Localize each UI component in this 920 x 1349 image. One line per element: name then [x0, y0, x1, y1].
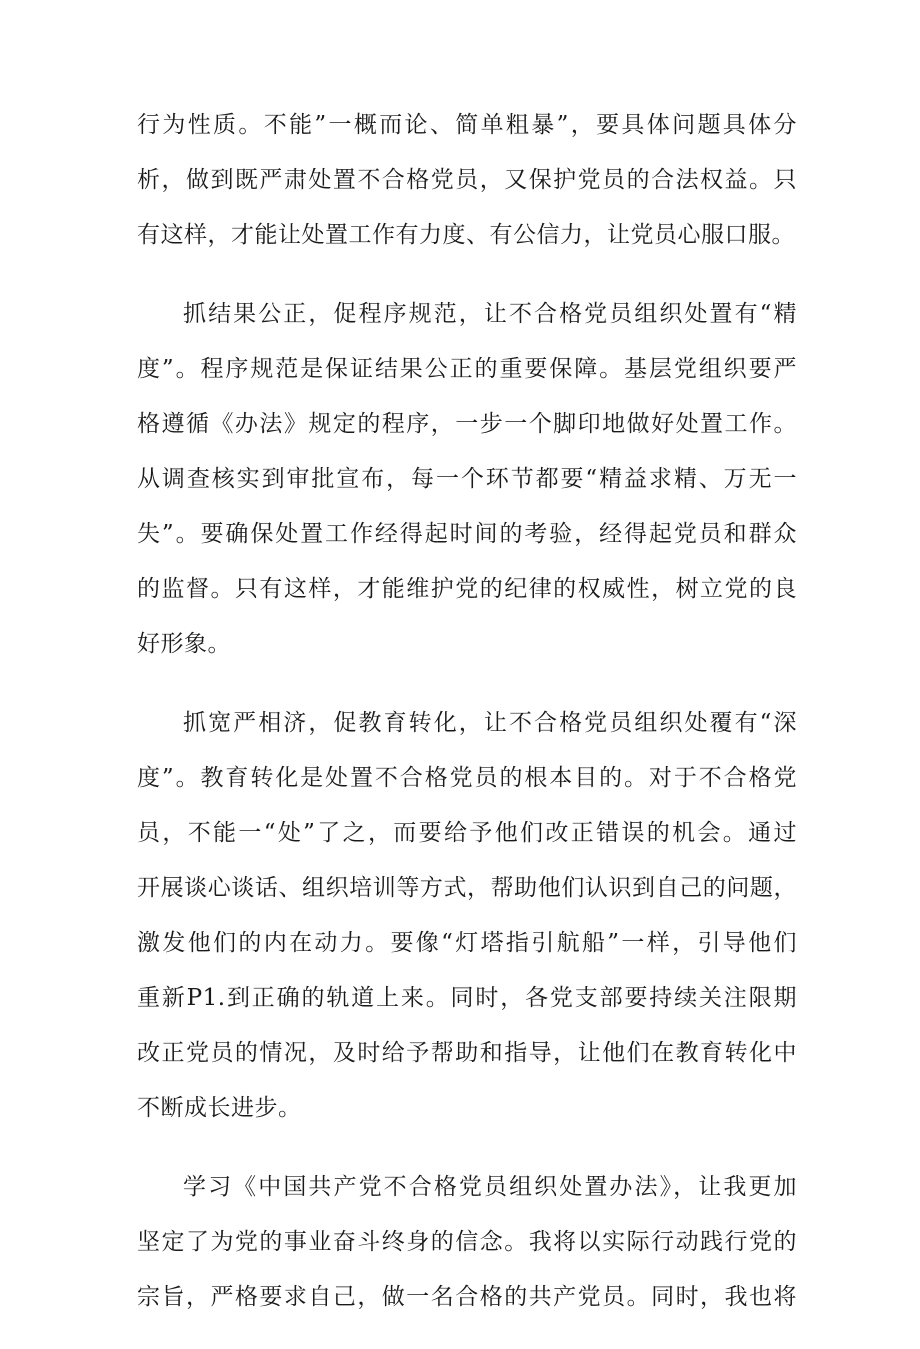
text-line: 重新P1.到正确的轨道上来。同时，各党支部要持续关注限期 — [137, 985, 797, 1011]
text-line: 坚定了为党的事业奋斗终身的信念。我将以实际行动践行党的 — [137, 1229, 797, 1255]
text-line: 不断成长进步。 — [137, 1095, 302, 1121]
text-line: 宗旨，严格要求自己，做一名合格的共产党员。同时，我也将 — [137, 1284, 797, 1310]
text-line: 有这样，才能让处置工作有力度、有公信力，让党员心服口服。 — [137, 222, 795, 248]
paragraph — [137, 287, 797, 672]
text-line: 好形象。 — [137, 631, 231, 657]
text-line: 员，不能一“处”了之，而要给予他们改正错误的机会。通过 — [137, 820, 797, 846]
text-line: 行为性质。不能”一概而论、简单粗暴”，要具体问题具体分 — [137, 112, 797, 138]
text-line: 学习《中国共产党不合格党员组织处置办法》，让我更加 — [183, 1174, 797, 1200]
paragraph — [137, 98, 797, 263]
text-line: 改正党员的情况，及时给予帮助和指导，让他们在教育转化中 — [137, 1040, 797, 1066]
text-line: 抓宽严相济，促教育转化，让不合格党员组织处覆有“深 — [183, 710, 797, 736]
text-line: 激发他们的内在动力。要像“灯塔指引航船”一样，引导他们 — [137, 930, 797, 956]
text-line: 失”。要确保处置工作经得起时间的考验，经得起党员和群众 — [137, 521, 797, 547]
document-body — [137, 98, 797, 1349]
text-line: 开展谈心谈话、组织培训等方式，帮助他们认识到自己的问题， — [137, 875, 797, 901]
text-line: 度”。程序规范是保证结果公正的重要保障。基层党组织要严 — [137, 356, 797, 382]
text-line: 从调查核实到审批宣布，每一个环节都要“精益求精、万无一 — [137, 466, 797, 492]
paragraph — [137, 1160, 797, 1325]
text-line: 度”。教育转化是处置不合格党员的根本目的。对于不合格党 — [137, 765, 797, 791]
paragraph — [137, 696, 797, 1136]
text-line: 抓结果公正，促程序规范，让不合格党员组织处置有“精 — [183, 301, 797, 327]
text-line: 析，做到既严肃处置不合格党员，又保护党员的合法权益。只 — [137, 167, 797, 193]
text-line: 的监督。只有这样，才能维护党的纪律的权威性，树立党的良 — [137, 576, 797, 602]
text-line: 格遵循《办法》规定的程序，一步一个脚印地做好处置工作。 — [137, 411, 797, 437]
